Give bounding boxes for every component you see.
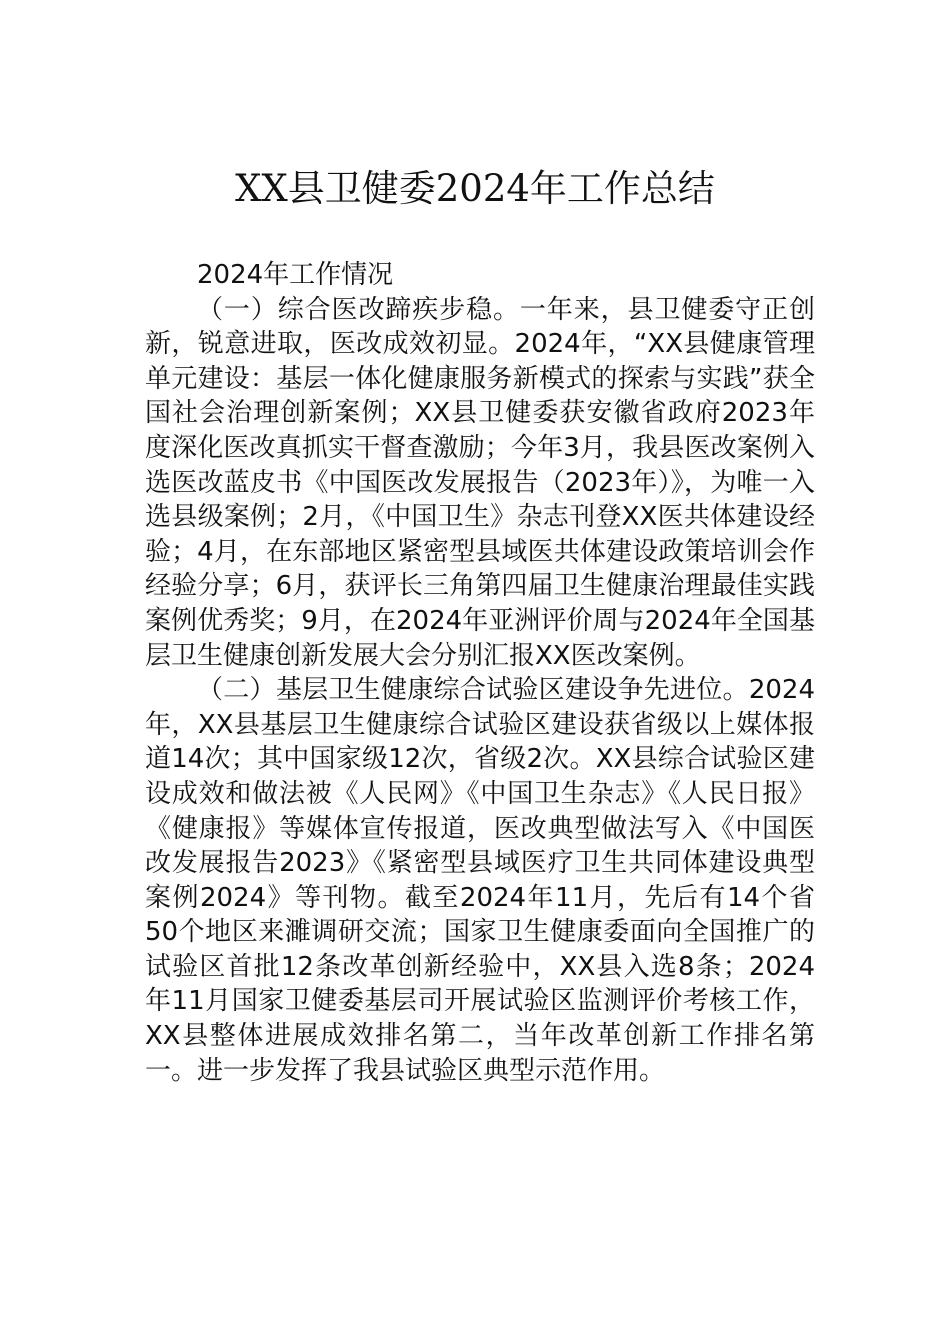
document-body xyxy=(145,258,815,1088)
paragraph-pilot-zone: （二）基层卫生健康综合试验区建设争先进位。2024年，XX县基层卫生健康综合试验区建设获省级以上媒体报道14次；其中国家级12次，省级2次。XX县综合试验区建设成效和做法被《人民网》《中国卫生杂志》《人民日报》《健康报》等媒体宣传报道，医改典型做法写入《中国医改发展报告2023》《紧密型县域医疗卫生共同体建设典型案例2024》等刊物。截至2024年11月，先后有14个省50个地区来濉调研交流；国家卫生健康委面向全国推广的试验区首批12条改革创新经验中，XX县入选8条；2024年11月国家卫健委基层司开展试验区监测评价考核工作，XX县整体进展成效排名第二，当年改革创新工作排名第一。进一步发挥了我县试验区典型示范作用。 xyxy=(145,675,815,1086)
paragraph-reform: （一）综合医改蹄疾步稳。一年来，县卫健委守正创新，锐意进取，医改成效初显。2024年，“XX县健康管理单元建设：基层一体化健康服务新模式的探索与实践”获全国社会治理创新案例；XX县卫健委获安徽省政府2023年度深化医改真抓实干督查激励；今年3月，我县医改案例入选医改蓝皮书《中国医改发展报告（2023年）》，为唯一入选县级案例；2月，《中国卫生》杂志刊登XX医共体建设经验；4月，在东部地区紧密型县域医共体建设政策培训会作经验分享；6月，获评长三角第四届卫生健康治理最佳实践案例优秀奖；9月，在2024年亚洲评价周与2024年全国基层卫生健康创新发展大会分别汇报XX医改案例。 xyxy=(145,294,815,671)
document-title: XX县卫健委2024年工作总结 xyxy=(235,167,715,210)
section-subheading: 2024年工作情况 xyxy=(197,260,394,290)
